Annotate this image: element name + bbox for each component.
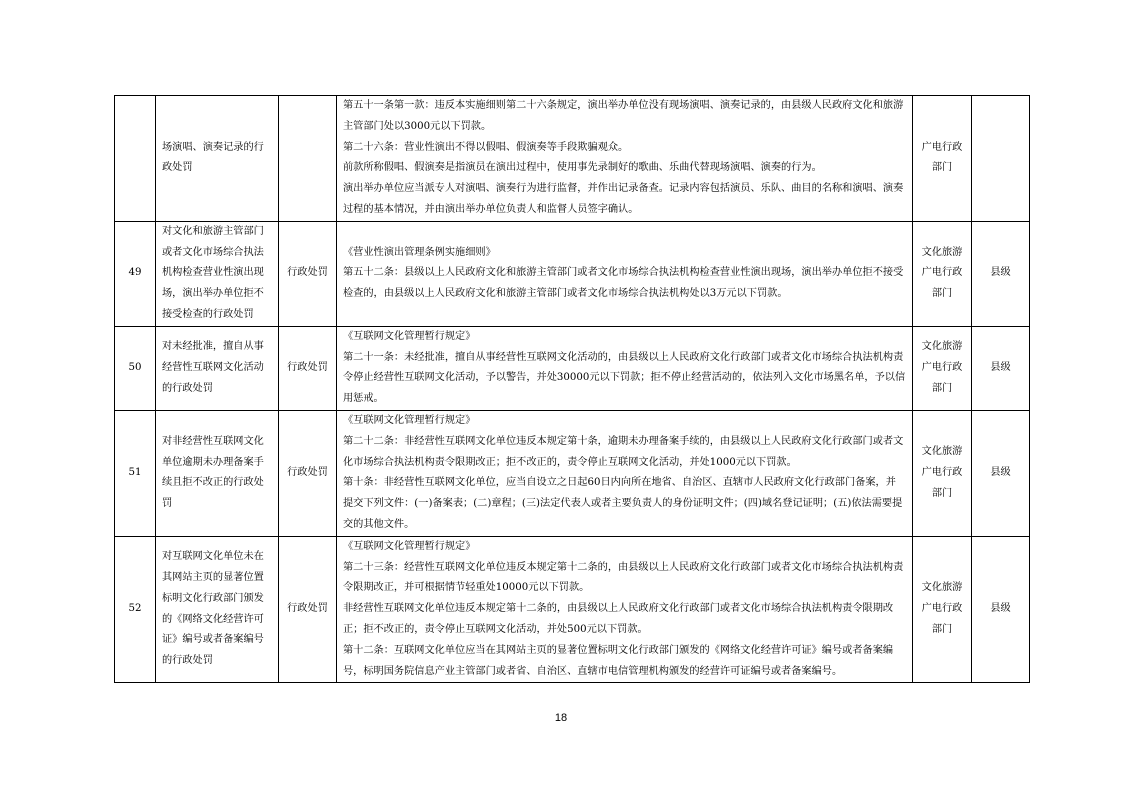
item-name-cell: 对未经批准，擅自从事经营性互联网文化活动的行政处罚 [156,326,279,410]
page-number: 18 [554,712,568,724]
item-name-cell: 对非经营性互联网文化单位逾期未办理备案手续且拒不改正的行政处罚 [156,410,279,536]
item-name-cell: 对互联网文化单位未在其网站主页的显著位置标明文化行政部门颁发的《网络文化经营许可证》编号或者备案编号的行政处罚 [156,536,279,683]
legal-basis-paragraph: 第五十一条第一款：违反本实施细则第二十六条规定，演出举办单位没有现场演唱、演奏记录的，由县级人民政府文化和旅游主管部门处以3000元以下罚款。 [343,100,904,132]
level-cell: 县级 [972,410,1030,536]
legal-basis-paragraph: 第二十六条：营业性演出不得以假唱、假演奏等手段欺骗观众。 [343,141,629,153]
legal-basis-paragraph: 前款所称假唱、假演奏是指演员在演出过程中，使用事先录制好的歌曲、乐曲代替现场演唱、演奏的行为。 [343,162,822,174]
department-cell: 文化旅游广电行政部门 [913,536,972,683]
legal-basis-paragraph: 第十二条：互联网文化单位应当在其网站主页的显著位置标明文化行政部门颁发的《网络文化经营许可证》编号或者备案编号，标明国务院信息产业主管部门或者省、自治区、直辖市电信管理机构颁发的经营许可证编号或者备案编号。 [343,644,894,677]
legal-basis-paragraph: 第二十三条：经营性互联网文化单位违反本规定第十二条的，由县级以上人民政府文化行政部门或者文化市场综合执法机构责令限期改正，并可根据情节轻重处10000元以下罚款。 [343,561,904,594]
level-cell [972,96,1030,222]
legal-basis-cell [337,221,913,326]
table-row [115,536,1030,683]
legal-basis-paragraph: 第二十二条：非经营性互联网文化单位违反本规定第十条，逾期未办理备案手续的，由县级以上人民政府文化行政部门或者文化市场综合执法机构责令限期改正；拒不改正的，责令停止互联网文化活动，并处1000元以下罚款。 [343,435,904,468]
department-cell: 文化旅游广电行政部门 [913,326,972,410]
table-row [115,410,1030,536]
row-number-cell: 51 [115,410,156,536]
level-cell: 县级 [972,536,1030,683]
row-number-cell: 52 [115,536,156,683]
legal-basis-paragraph: 第十条：非经营性互联网文化单位，应当自设立之日起60日内向所在地省、自治区、直辖市人民政府文化行政部门备案，并提交下列文件：(一)备案表；(二)章程；(三)法定代表人或者主要负责人的身份证明文件；(四)域名登记证明；(五)依法需要提交的其他文件。 [343,477,903,530]
department-cell: 文化旅游广电行政部门 [913,410,972,536]
table-row [115,96,1030,222]
item-type-cell [279,96,337,222]
legal-basis-paragraph: 非经营性互联网文化单位违反本规定第十二条的，由县级以上人民政府文化行政部门或者文化市场综合执法机构责令限期改正；拒不改正的，责令停止互联网文化活动，并处500元以下罚款。 [343,603,894,635]
level-cell: 县级 [972,326,1030,410]
table-body [115,96,1030,683]
legal-basis-paragraph: 《互联网文化管理暂行规定》 [343,330,476,342]
item-type-cell: 行政处罚 [279,326,337,410]
legal-basis-cell [337,410,913,536]
legal-basis-cell [337,96,913,222]
table-row [115,326,1030,410]
row-number-cell: 50 [115,326,156,410]
row-number-cell: 49 [115,221,156,326]
row-number-cell [115,96,156,222]
legal-basis-paragraph: 《互联网文化管理暂行规定》 [343,540,476,552]
regulation-table [114,95,1030,683]
table-row [115,221,1030,326]
legal-basis-paragraph: 第五十二条：县级以上人民政府文化和旅游主管部门或者文化市场综合执法机构检查营业性演出现场，演出举办单位拒不接受检查的，由县级以上人民政府文化和旅游主管部门或者文化市场综合执法机构处以3万元以下罚款。 [343,267,904,300]
item-name-cell: 对文化和旅游主管部门或者文化市场综合执法机构检查营业性演出现场，演出举办单位拒不接受检查的行政处罚 [156,221,279,326]
item-type-cell: 行政处罚 [279,536,337,683]
item-name-cell: 场演唱、演奏记录的行政处罚 [156,96,279,222]
legal-basis-paragraph: 《营业性演出管理条例实施细则》 [343,246,496,258]
legal-basis-paragraph: 演出举办单位应当派专人对演唱、演奏行为进行监督，并作出记录备查。记录内容包括演员、乐队、曲目的名称和演唱、演奏过程的基本情况，并由演出举办单位负责人和监督人员签字确认。 [343,183,904,215]
legal-basis-paragraph: 第二十一条：未经批准，擅自从事经营性互联网文化活动的，由县级以上人民政府文化行政部门或者文化市场综合执法机构责令停止经营性互联网文化活动，予以警告，并处30000元以下罚款；拒不停止经营活动的，依法列入文化市场黑名单，予以信用惩戒。 [343,351,906,405]
item-type-cell: 行政处罚 [279,410,337,536]
legal-basis-cell [337,326,913,410]
level-cell: 县级 [972,221,1030,326]
legal-basis-paragraph: 《互联网文化管理暂行规定》 [343,414,476,426]
legal-basis-cell [337,536,913,683]
item-type-cell: 行政处罚 [279,221,337,326]
department-cell: 广电行政部门 [913,96,972,222]
department-cell: 文化旅游广电行政部门 [913,221,972,326]
